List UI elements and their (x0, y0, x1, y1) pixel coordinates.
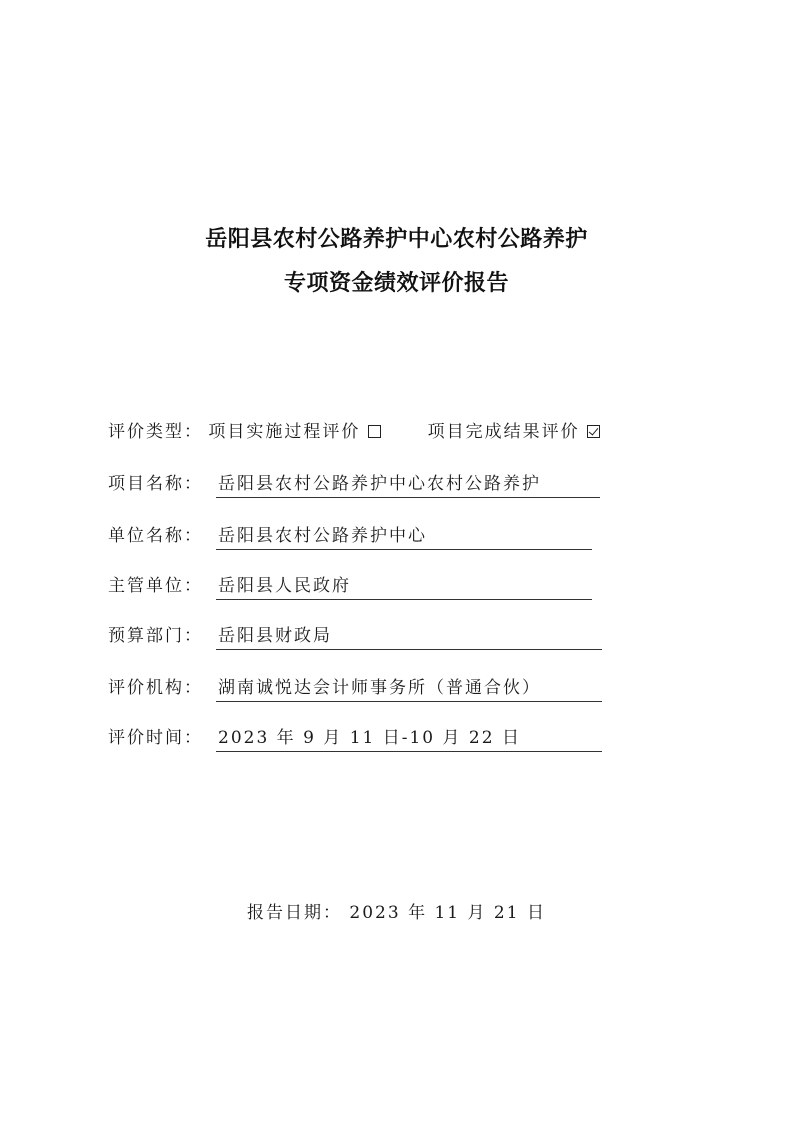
result-eval-checkbox[interactable] (587, 425, 600, 438)
report-title-line2: 专项资金绩效评价报告 (283, 271, 509, 296)
project-name-label: 项目名称： (108, 474, 203, 494)
eval-type-label: 评价类型： (108, 422, 203, 442)
supervisor-value: 岳阳县人民政府 (216, 572, 592, 600)
eval-type-row (108, 418, 600, 446)
unit-name-row (108, 522, 592, 550)
project-name-row (108, 470, 600, 498)
supervisor-label: 主管单位： (108, 576, 203, 596)
unit-name-value: 岳阳县农村公路养护中心 (216, 522, 592, 550)
unit-name-label: 单位名称： (108, 526, 203, 546)
report-date-value: 2023 年 11 月 21 日 (349, 903, 546, 923)
project-name-value: 岳阳县农村公路养护中心农村公路养护 (216, 470, 600, 498)
report-date (0, 898, 793, 923)
budget-dept-value: 岳阳县财政局 (216, 622, 602, 650)
eval-org-value: 湖南诚悦达会计师事务所（普通合伙） (216, 674, 602, 702)
eval-time-row (108, 724, 602, 752)
eval-org-row (108, 674, 602, 702)
budget-dept-label: 预算部门： (108, 626, 203, 646)
eval-time-label: 评价时间： (108, 728, 203, 748)
eval-type-option-result: 项目完成结果评价 (427, 422, 580, 442)
budget-dept-row (108, 622, 602, 650)
eval-time-value: 2023 年 9 月 11 日-10 月 22 日 (216, 724, 602, 752)
eval-org-label: 评价机构： (108, 678, 203, 698)
process-eval-checkbox[interactable] (368, 425, 381, 438)
supervisor-row (108, 572, 592, 600)
report-title-line1: 岳阳县农村公路养护中心农村公路养护 (205, 227, 588, 252)
eval-type-option-process: 项目实施过程评价 (208, 422, 361, 442)
report-date-label: 报告日期： (247, 903, 343, 923)
